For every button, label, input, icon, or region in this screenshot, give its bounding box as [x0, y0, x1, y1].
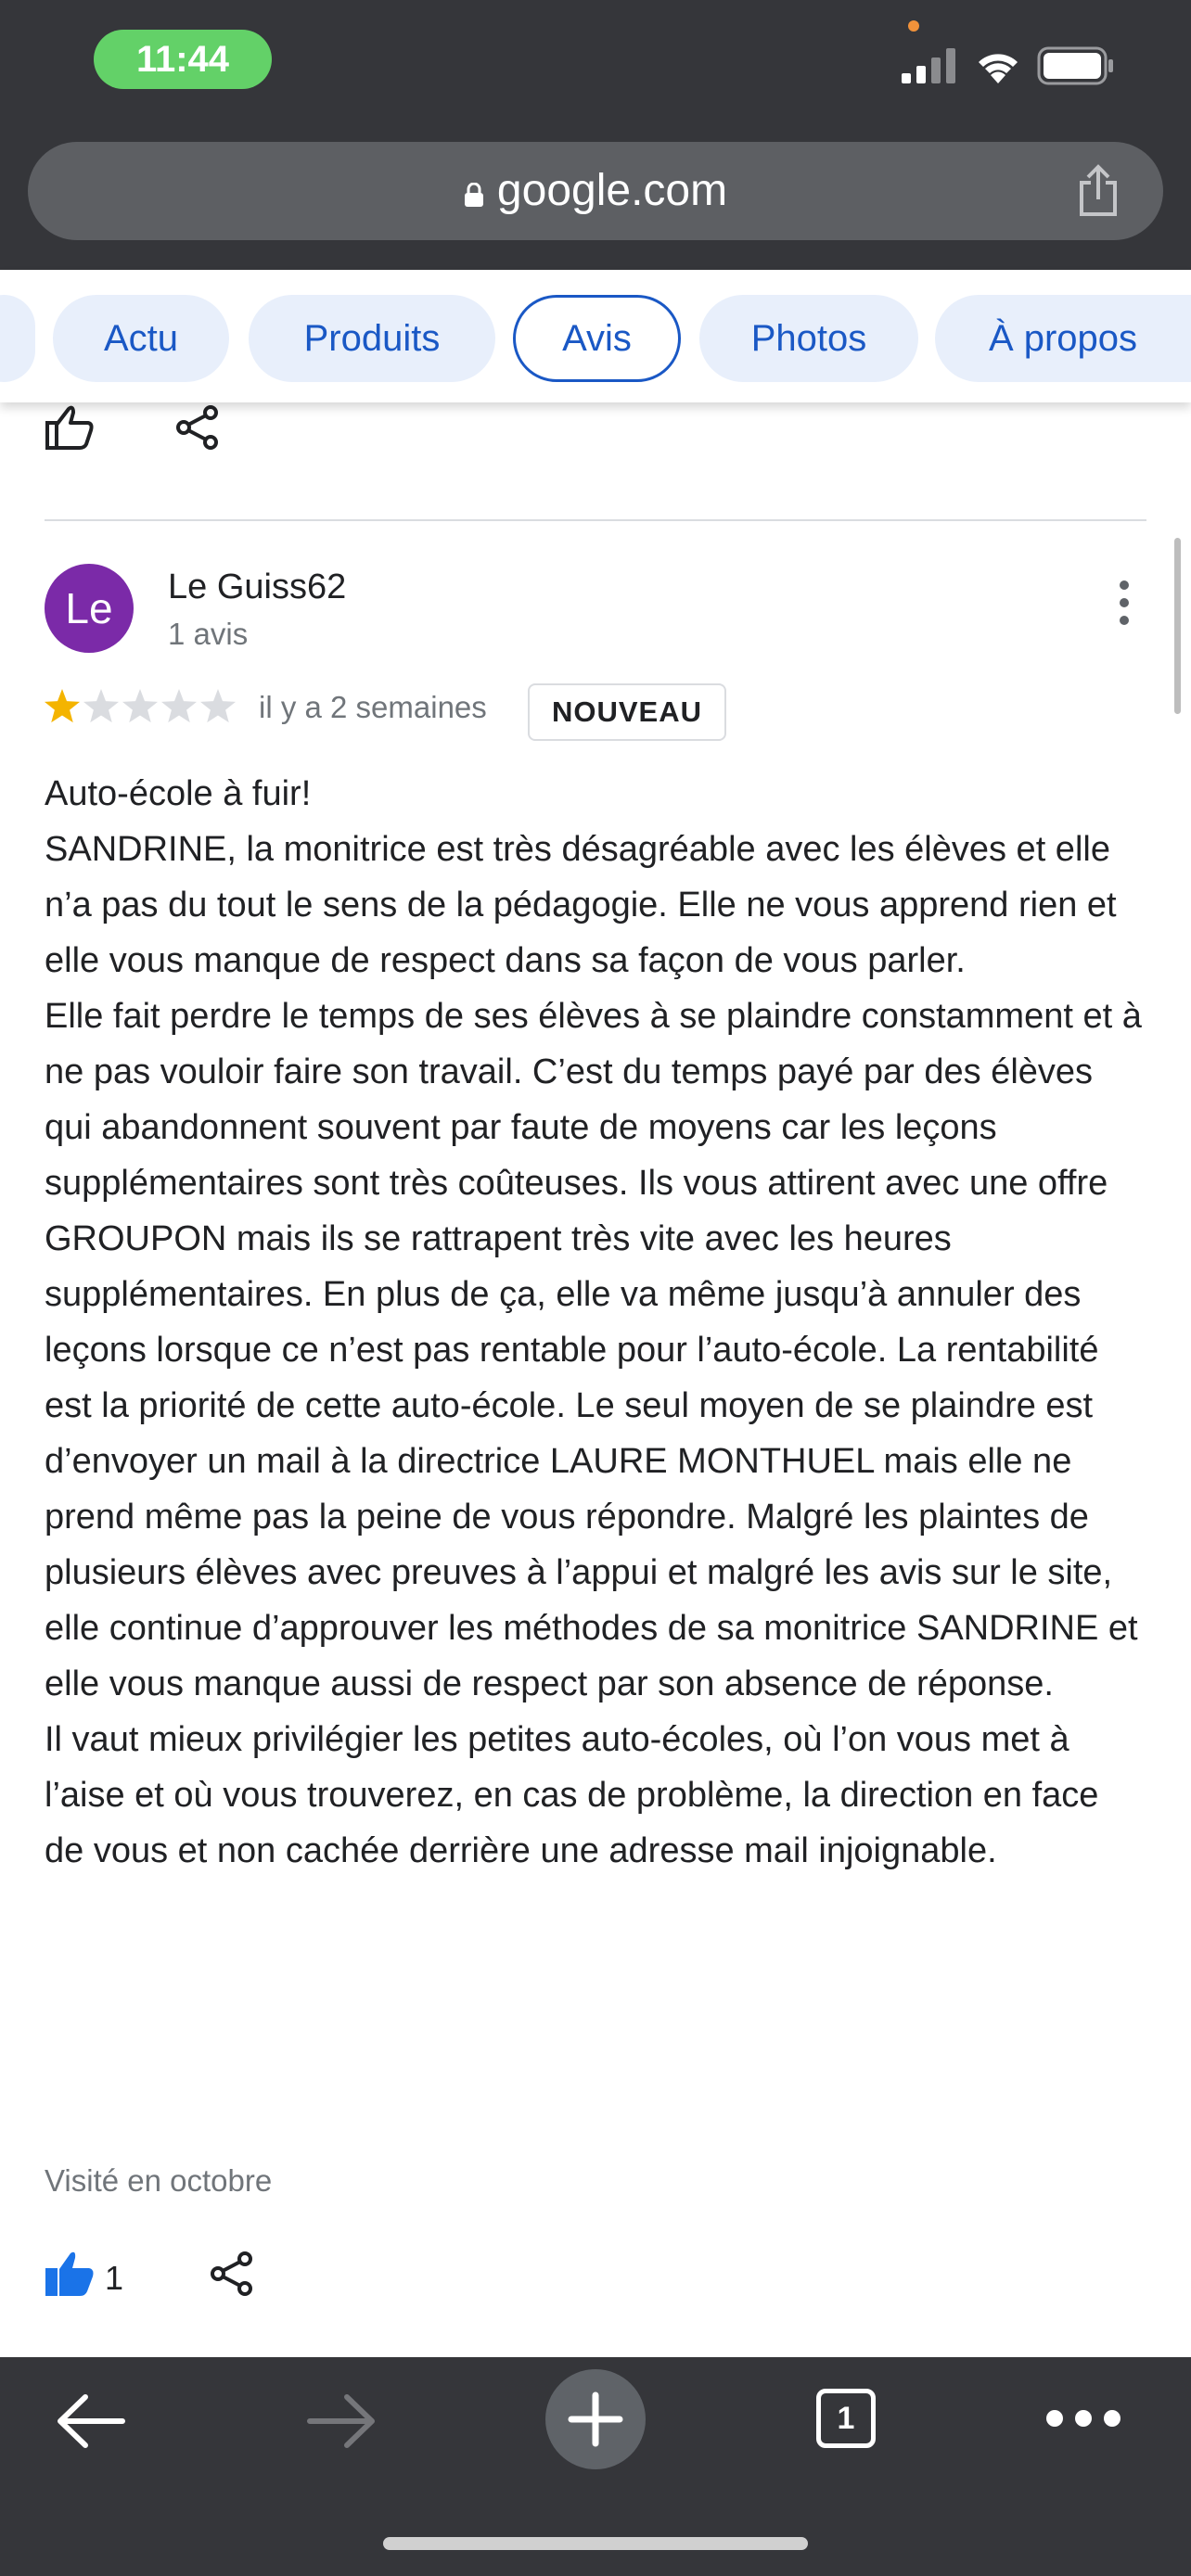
- url-display[interactable]: [28, 142, 1163, 240]
- more-menu-icon[interactable]: [1044, 2408, 1122, 2429]
- share-page-icon[interactable]: [1074, 164, 1122, 218]
- browser-top-bar: [0, 0, 1191, 270]
- scrollbar[interactable]: [1174, 538, 1181, 714]
- star-filled-icon: [45, 689, 80, 722]
- more-options-icon[interactable]: [1113, 580, 1135, 626]
- forward-arrow-icon[interactable]: [306, 2392, 378, 2450]
- thumbs-up-icon[interactable]: [45, 404, 95, 451]
- new-badge: NOUVEAU: [528, 683, 726, 741]
- star-empty-icon: [83, 689, 119, 722]
- lock-icon: [464, 183, 484, 207]
- tab-switcher-button[interactable]: 1: [816, 2389, 876, 2448]
- wifi-icon: [974, 46, 1022, 83]
- review-text: Auto-école à fuir! SANDRINE, la monitrice est très désagréable avec les élèves et elle n’a pas du tout le sens de la pédagogie. Elle ne vous apprend rien et elle vous manque de respect dans sa façon de vous parler. Elle fait perdre le temps de ses élèves à se plaindre constamment et à ne pas vouloir faire son travail. C’est du temps payé par des élèves qui abandonnent souvent par faute de moyens car les leçons supplémentaires sont très coûteuses. Ils vous attirent avec une offre GROUPON mais ils se rattrapent très vite avec les heures supplémentaires. En plus de ça, elle va même jusqu’à annuler des leçons lorsque ce n’est pas rentable pour l’auto-école. La rentabilité est la priorité de cette auto-école. Le seul moyen de se plaindre est d’envoyer un mail à la directrice LAURE MONTHUEL mais elle ne prend même pas la peine de vous répondre. Malgré les plaintes de plusieurs élèves avec preuves à l’appui et malgré les avis sur le site, elle continue d’approuver les méthodes de sa monitrice SANDRINE et elle vous manque aussi de respect par son absence de réponse. Il vaut mieux privilégier les petites auto-écoles, où l’on vous met à l’aise et où vous trouverez, en cas de problème, la direction en face de vous et non cachée derrière une adresse mail injoignable.: [45, 774, 1142, 1870]
- tab-produits[interactable]: Produits: [249, 295, 495, 382]
- url-text: google.com: [496, 166, 728, 215]
- star-empty-icon: [122, 689, 158, 722]
- visit-date: Visité en octobre: [45, 2163, 273, 2198]
- star-empty-icon: [200, 689, 236, 722]
- section-tabs: [0, 270, 1191, 402]
- thumbs-up-filled-icon[interactable]: [45, 2251, 95, 2297]
- share-icon[interactable]: [209, 2251, 255, 2297]
- share-icon[interactable]: [174, 404, 221, 451]
- tab-avis[interactable]: Avis: [513, 295, 681, 382]
- tab-photos[interactable]: Photos: [699, 295, 918, 382]
- star-rating: [43, 686, 237, 727]
- cellular-signal-icon: [902, 48, 955, 83]
- star-empty-icon: [161, 689, 197, 722]
- status-time: 11:44: [94, 30, 272, 89]
- review-time-ago: il y a 2 semaines: [259, 690, 487, 724]
- review-author[interactable]: Le Guiss62: [168, 567, 347, 606]
- tab-a-propos[interactable]: À propos: [935, 295, 1191, 382]
- review-divider: [45, 519, 1146, 521]
- avatar[interactable]: Le: [45, 564, 134, 653]
- tab-overflow-left[interactable]: [0, 295, 35, 382]
- battery-icon: [1037, 46, 1115, 85]
- privacy-indicator-dot: [908, 20, 919, 32]
- author-review-count: 1 avis: [168, 617, 249, 651]
- home-indicator[interactable]: [383, 2537, 808, 2550]
- plus-icon: [566, 2390, 625, 2449]
- address-bar[interactable]: [28, 142, 1163, 240]
- new-tab-button[interactable]: [545, 2369, 646, 2469]
- back-arrow-icon[interactable]: [54, 2392, 126, 2450]
- tab-actu[interactable]: Actu: [53, 295, 229, 382]
- like-count: 1: [105, 2259, 124, 2297]
